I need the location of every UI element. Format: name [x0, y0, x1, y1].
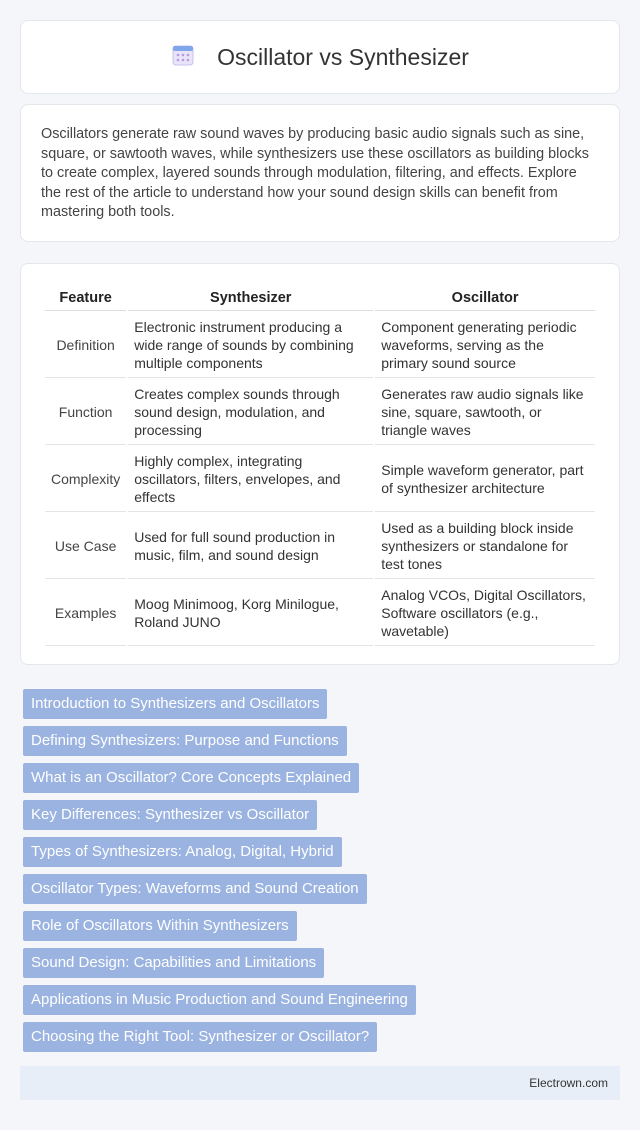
comparison-table [43, 284, 597, 648]
table-cell-synthesizer: Highly complex, integrating oscillators, filters, envelopes, and effects [128, 447, 373, 512]
table-cell-synthesizer: Creates complex sounds through sound design, modulation, and processing [128, 380, 373, 445]
table-cell-synthesizer: Moog Minimoog, Korg Minilogue, Roland JUNO [128, 581, 373, 646]
table-row [45, 380, 595, 445]
table-header-oscillator: Oscillator [375, 286, 595, 311]
table-header-feature: Feature [45, 286, 126, 311]
toc-link-introduction[interactable]: Introduction to Synthesizers and Oscillators [23, 689, 327, 719]
table-header-synthesizer: Synthesizer [128, 286, 373, 311]
table-cell-feature: Definition [45, 313, 126, 378]
table-row [45, 581, 595, 646]
table-cell-feature: Function [45, 380, 126, 445]
table-cell-feature: Use Case [45, 514, 126, 579]
toc-link-types-of-synthesizers[interactable]: Types of Synthesizers: Analog, Digital, Hybrid [23, 837, 342, 867]
title-wrap [171, 43, 469, 72]
toc-link-oscillator-types[interactable]: Oscillator Types: Waveforms and Sound Creation [23, 874, 367, 904]
table-cell-oscillator: Analog VCOs, Digital Oscillators, Software oscillators (e.g., wavetable) [375, 581, 595, 646]
table-cell-feature: Complexity [45, 447, 126, 512]
toc-link-what-is-oscillator[interactable]: What is an Oscillator? Core Concepts Explained [23, 763, 359, 793]
calendar-grid-icon [171, 43, 195, 72]
table-cell-synthesizer: Used for full sound production in music, film, and sound design [128, 514, 373, 579]
footer [20, 1066, 620, 1100]
table-row [45, 447, 595, 512]
toc-link-role-of-oscillators[interactable]: Role of Oscillators Within Synthesizers [23, 911, 297, 941]
toc-link-sound-design[interactable]: Sound Design: Capabilities and Limitations [23, 948, 324, 978]
footer-brand: Electrown.com [529, 1076, 608, 1090]
table-row [45, 514, 595, 579]
table-cell-oscillator: Used as a building block inside synthesizers or standalone for test tones [375, 514, 595, 579]
toc-link-choosing-tool[interactable]: Choosing the Right Tool: Synthesizer or Oscillator? [23, 1022, 377, 1052]
table-cell-feature: Examples [45, 581, 126, 646]
toc-link-key-differences[interactable]: Key Differences: Synthesizer vs Oscillator [23, 800, 317, 830]
toc-link-defining-synthesizers[interactable]: Defining Synthesizers: Purpose and Functions [23, 726, 347, 756]
table-cell-oscillator: Component generating periodic waveforms, serving as the primary sound source [375, 313, 595, 378]
table-cell-oscillator: Simple waveform generator, part of synthesizer architecture [375, 447, 595, 512]
table-header-row [45, 286, 595, 311]
comparison-table-card [20, 263, 620, 665]
toc-link-applications[interactable]: Applications in Music Production and Sound Engineering [23, 985, 416, 1015]
table-row [45, 313, 595, 378]
table-cell-oscillator: Generates raw audio signals like sine, square, sawtooth, or triangle waves [375, 380, 595, 445]
intro-card [20, 104, 620, 242]
title-card [20, 20, 620, 94]
table-cell-synthesizer: Electronic instrument producing a wide range of sounds by combining multiple components [128, 313, 373, 378]
page-title: Oscillator vs Synthesizer [217, 43, 469, 70]
intro-text: Oscillators generate raw sound waves by producing basic audio signals such as sine, square, or sawtooth waves, while synthesizers use these oscillators as building blocks to create complex, layered sounds through modulation, filtering, and effects. Explore the rest of the article to understand how your sound design skills can benefit from mastering both tools. [41, 126, 589, 221]
table-of-contents [23, 689, 583, 1059]
